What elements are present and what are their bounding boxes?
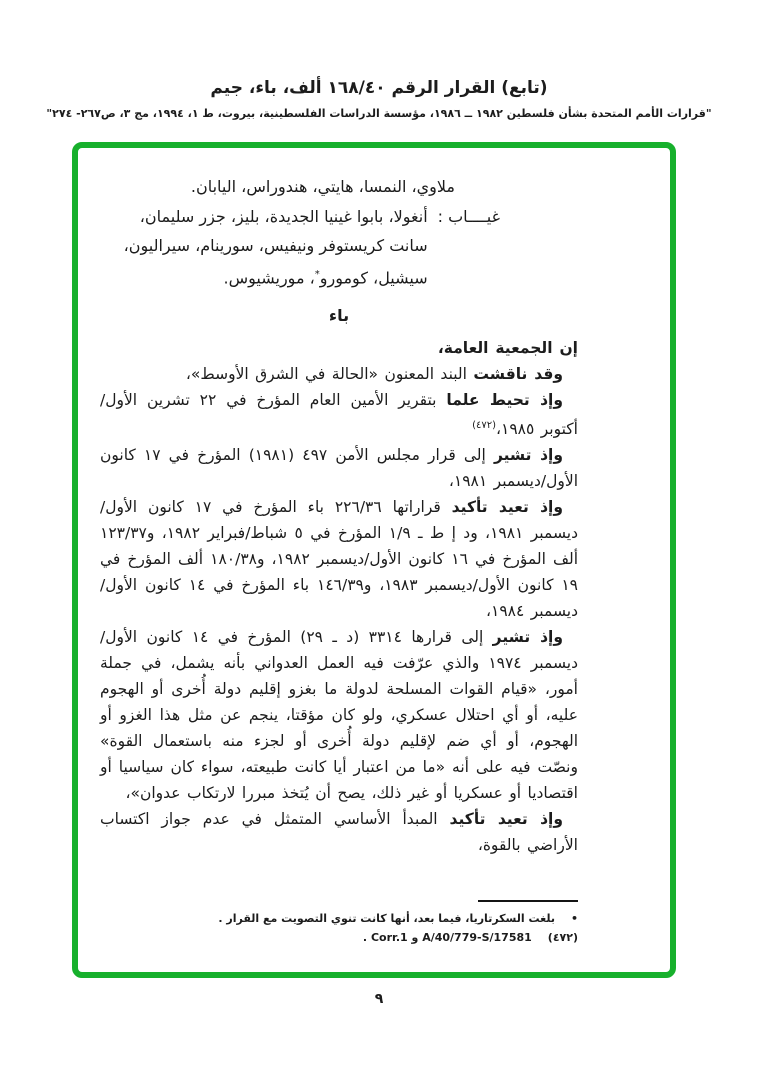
footnotes-block (100, 900, 578, 947)
absent-row (100, 202, 500, 292)
paragraph-lead: وقد ناقشت (473, 365, 563, 384)
body-paragraph (100, 494, 578, 624)
footnote-text: A/40/779-S/17581 و Corr.1 . (362, 931, 532, 944)
body-paragraph (100, 361, 578, 387)
footnote-marker-472: (٤٧٢) (547, 931, 578, 944)
paragraph-text: إلى قرار مجلس الأمن ٤٩٧ (١٩٨١) المؤرخ في ١٧ كانون الأول/ديسمبر ١٩٨١، (100, 446, 578, 491)
paragraph-lead: وإذ تشير (493, 446, 563, 465)
paragraph-lead: وإذ تحيط علما (446, 391, 563, 410)
absent-label: غيــــاب : (437, 207, 500, 226)
body-paragraph (100, 335, 578, 361)
footnote-marker-asterisk: • (570, 912, 578, 925)
paragraph-text: قراراتها ٢٢٦/٣٦ باء المؤرخ في ١٧ كانون الأول/ديسمبر ١٩٨١، ود إ ط ـ ١/٩ المؤرخ في ٥ شباط/فبراير ١٩٨٢، و١٢٣/٣٧ ألف المؤرخ في ١٦ كانون الأول/ديسمبر ١٩٨٢، و١٨٠/٣٨ ألف المؤرخ في ١٩ كانون الأول/ديسمبر ١٩٨٣، و١٤٦/٣٩ باء المؤرخ في ١٤ كانون الأول/ديسمبر ١٩٨٤، (100, 498, 579, 621)
section-heading-baa: باء (328, 306, 350, 326)
body-paragraph (100, 442, 578, 494)
body-paragraph (100, 387, 578, 442)
absent-names-tail: ، موريشيوس. (223, 268, 315, 288)
footnote-row (100, 928, 578, 947)
document-header-title: (تابع) القرار الرقم ١٦٨/٤٠ ألف، باء، جيم (210, 78, 548, 98)
absent-names-text: أنغولا، بابوا غينيا الجديدة، بليز، جزر سليمان، سانت كريستوفر ونيفيس، سورينام، سيراليون، سيشيل، كومورو (123, 207, 428, 288)
footnote-separator-rule (478, 900, 578, 902)
footnote-reference-472: (٤٧٢) (472, 420, 496, 432)
paragraph-text: إلى قرارها ٣٣١٤ (د ـ ٢٩) المؤرخ في ١٤ كانون الأول/ديسمبر ١٩٧٤ والذي عرّفت فيه العمل العدواني بأنه يشمل، في جملة أمور، «قيام القوات المسلحة لدولة ما بغزو إقليم دولة أُخرى أو الهجوم عليه، أو أي احتلال عسكري، ولو كان مؤقتا، ينجم عن مثل هذا الغزو أو الهجوم، أو أي ضم لإقليم دولة أُخرى أو لجزء منه باستعمال القوة» ونصّت فيه على أنه «ما من اعتبار أيا كانت طبيعته، سواء كان سياسيا أو اقتصاديا أو عسكريا أو غير ذلك، يصح أن يُتخذ مبررا لارتكاب عدوان»، (100, 628, 578, 803)
paragraph-lead: إن الجمعية العامة، (437, 339, 578, 358)
body-paragraph (100, 624, 578, 806)
body-paragraph (100, 806, 578, 858)
paragraph-text: البند المعنون «الحالة في الشرق الأوسط»، (185, 365, 474, 384)
paragraph-lead: وإذ تشير (492, 628, 563, 647)
asterisk-footnote-marker: * (314, 269, 320, 280)
voting-record-block (100, 172, 500, 292)
absent-names (100, 202, 428, 292)
paragraph-text: بتقرير الأمين العام المؤرخ في ٢٢ تشرين الأول/ أكتوبر ١٩٨٥، (100, 391, 578, 439)
footnote-text: بلغت السكرتاريا، فيما بعد، أنها كانت تنوي التصويت مع القرار . (218, 912, 555, 925)
paragraph-lead: وإذ تعيد تأكيد (451, 498, 564, 517)
document-body (100, 172, 578, 858)
footnote-row (100, 909, 578, 928)
paragraph-lead: وإذ تعيد تأكيد (449, 810, 563, 829)
document-source-citation: "قرارات الأمم المتحدة بشأن فلسطين ١٩٨٢ ــ ١٩٨٦، مؤسسة الدراسات الفلسطينية، بيروت، ط ١، ١٩٩٤، مج ٣، ص٢٦٧- ٢٧٤" (46, 107, 712, 120)
page-number: ٩ (374, 991, 384, 1007)
voting-continuation-line: ملاوي، النمسا، هايتي، هندوراس، اليابان. (190, 177, 455, 196)
paragraph-text: المبدأ الأساسي المتمثل في عدم جواز اكتساب الأراضي بالقوة، (100, 810, 578, 855)
